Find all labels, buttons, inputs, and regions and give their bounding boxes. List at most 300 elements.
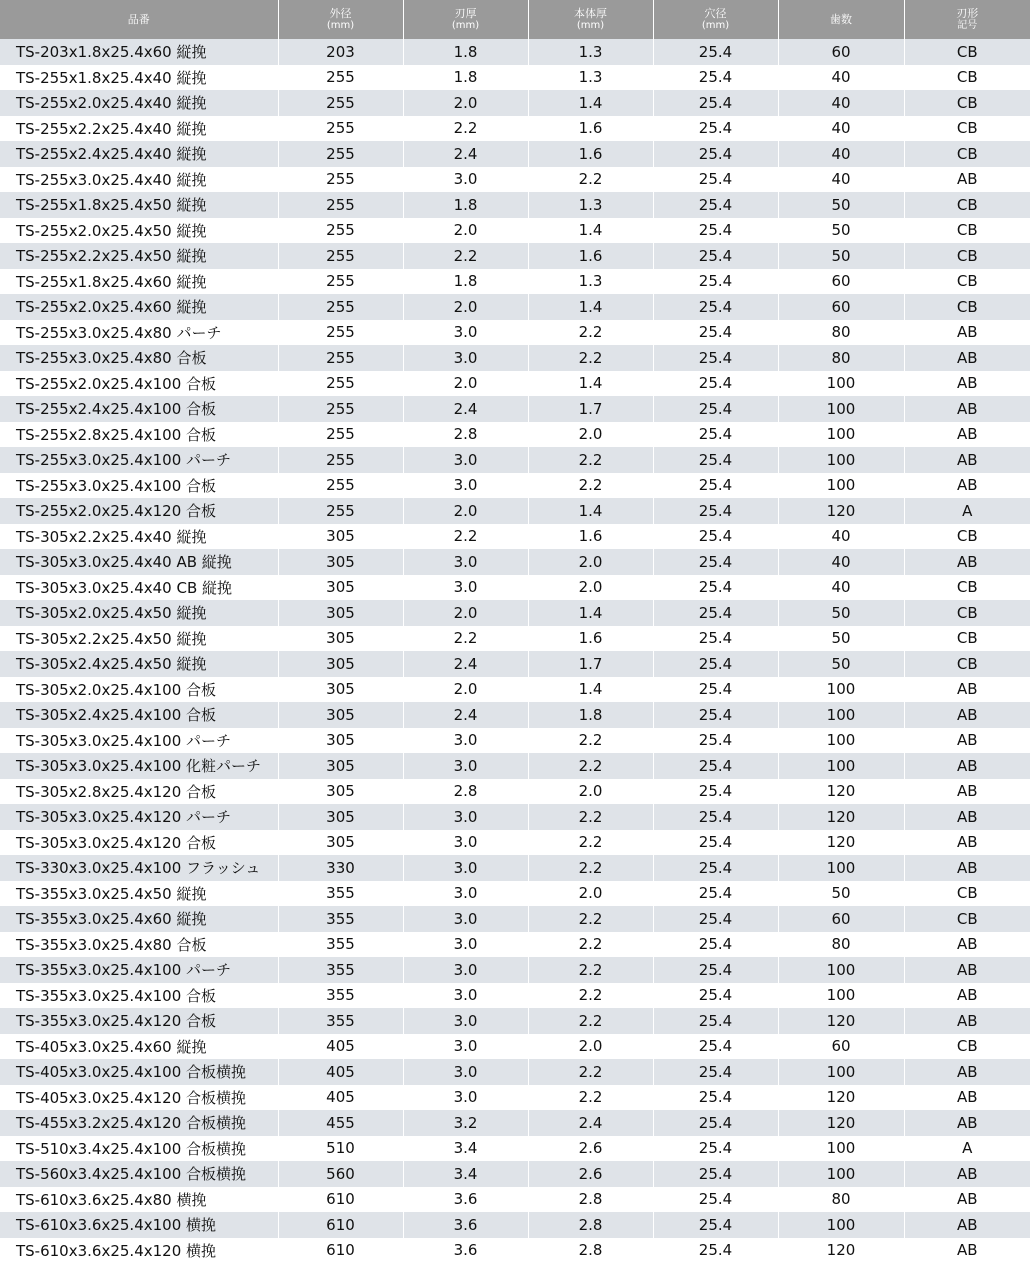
tooth-type-cell: AB (904, 549, 1030, 575)
outer-diameter-cell: 355 (278, 983, 403, 1009)
body-thickness-cell: 1.6 (528, 243, 653, 269)
bore-diameter-cell: 25.4 (653, 728, 778, 754)
part-number-cell: TS-355x3.0x25.4x50 縦挽 (0, 881, 278, 907)
tooth-count-cell: 100 (778, 677, 904, 703)
body-thickness-cell: 2.2 (528, 728, 653, 754)
outer-diameter-cell: 255 (278, 65, 403, 91)
bore-diameter-cell: 25.4 (653, 243, 778, 269)
body-thickness-cell: 1.3 (528, 65, 653, 91)
blade-thickness-cell: 3.2 (403, 1110, 528, 1136)
header-label: 穴径 (704, 6, 727, 20)
part-number-cell: TS-610x3.6x25.4x80 横挽 (0, 1187, 278, 1213)
body-thickness-cell: 2.2 (528, 855, 653, 881)
part-number-cell: TS-305x2.0x25.4x50 縦挽 (0, 600, 278, 626)
table-row (0, 728, 1030, 754)
outer-diameter-cell: 255 (278, 116, 403, 142)
outer-diameter-cell: 610 (278, 1238, 403, 1264)
part-number-cell: TS-355x3.0x25.4x100 パーチ (0, 957, 278, 983)
part-number-cell: TS-255x2.2x25.4x50 縦挽 (0, 243, 278, 269)
table-row (0, 1238, 1030, 1264)
tooth-count-cell: 50 (778, 651, 904, 677)
outer-diameter-cell: 255 (278, 294, 403, 320)
tooth-type-cell: CB (904, 243, 1030, 269)
body-thickness-cell: 1.6 (528, 524, 653, 550)
body-thickness-cell: 2.2 (528, 932, 653, 958)
tooth-count-cell: 50 (778, 881, 904, 907)
outer-diameter-cell: 610 (278, 1212, 403, 1238)
tooth-count-cell: 80 (778, 932, 904, 958)
blade-thickness-cell: 2.0 (403, 218, 528, 244)
table-row (0, 1110, 1030, 1136)
outer-diameter-cell: 405 (278, 1034, 403, 1060)
body-thickness-cell: 1.4 (528, 294, 653, 320)
table-row (0, 447, 1030, 473)
outer-diameter-cell: 355 (278, 1008, 403, 1034)
body-thickness-cell: 2.6 (528, 1136, 653, 1162)
bore-diameter-cell: 25.4 (653, 932, 778, 958)
blade-thickness-cell: 3.0 (403, 804, 528, 830)
tooth-count-cell: 120 (778, 498, 904, 524)
bore-diameter-cell: 25.4 (653, 549, 778, 575)
blade-thickness-cell: 2.4 (403, 396, 528, 422)
part-number-cell: TS-255x3.0x25.4x100 パーチ (0, 447, 278, 473)
bore-diameter-cell: 25.4 (653, 1187, 778, 1213)
tooth-type-cell: CB (904, 1034, 1030, 1060)
blade-thickness-cell: 1.8 (403, 192, 528, 218)
body-thickness-cell: 1.4 (528, 677, 653, 703)
bore-diameter-cell: 25.4 (653, 957, 778, 983)
tooth-type-cell: AB (904, 855, 1030, 881)
tooth-type-cell: AB (904, 932, 1030, 958)
tooth-count-cell: 40 (778, 549, 904, 575)
outer-diameter-cell: 255 (278, 141, 403, 167)
table-row (0, 218, 1030, 244)
table-row (0, 753, 1030, 779)
tooth-type-cell: AB (904, 345, 1030, 371)
body-thickness-cell: 1.4 (528, 600, 653, 626)
tooth-type-cell: AB (904, 320, 1030, 346)
tooth-count-cell: 40 (778, 141, 904, 167)
outer-diameter-cell: 455 (278, 1110, 403, 1136)
bore-diameter-cell: 25.4 (653, 345, 778, 371)
table-row (0, 524, 1030, 550)
tooth-count-cell: 50 (778, 600, 904, 626)
bore-diameter-cell: 25.4 (653, 1059, 778, 1085)
body-thickness-cell: 2.0 (528, 549, 653, 575)
tooth-count-cell: 50 (778, 243, 904, 269)
part-number-cell: TS-255x3.0x25.4x40 縦挽 (0, 167, 278, 193)
table-row (0, 345, 1030, 371)
outer-diameter-cell: 610 (278, 1187, 403, 1213)
tooth-type-cell: AB (904, 447, 1030, 473)
table-row (0, 65, 1030, 91)
body-thickness-cell: 1.6 (528, 116, 653, 142)
table-row (0, 804, 1030, 830)
blade-thickness-cell: 3.0 (403, 728, 528, 754)
blade-thickness-cell: 3.0 (403, 320, 528, 346)
table-row (0, 779, 1030, 805)
tooth-count-cell: 40 (778, 65, 904, 91)
tooth-count-cell: 100 (778, 983, 904, 1009)
blade-thickness-cell: 2.2 (403, 243, 528, 269)
outer-diameter-cell: 255 (278, 243, 403, 269)
outer-diameter-cell: 255 (278, 422, 403, 448)
blade-thickness-cell: 2.4 (403, 141, 528, 167)
table-row (0, 294, 1030, 320)
table-row (0, 906, 1030, 932)
outer-diameter-cell: 355 (278, 881, 403, 907)
table-row (0, 600, 1030, 626)
tooth-count-cell: 120 (778, 1110, 904, 1136)
header-label: 歯数 (830, 12, 852, 26)
part-number-cell: TS-560x3.4x25.4x100 合板横挽 (0, 1161, 278, 1187)
table-row (0, 626, 1030, 652)
blade-thickness-cell: 3.0 (403, 906, 528, 932)
header-label: 外径 (329, 6, 352, 20)
table-row (0, 677, 1030, 703)
tooth-type-cell: AB (904, 677, 1030, 703)
outer-diameter-cell: 560 (278, 1161, 403, 1187)
bore-diameter-cell: 25.4 (653, 141, 778, 167)
blade-thickness-cell: 2.0 (403, 600, 528, 626)
table-row (0, 702, 1030, 728)
table-row (0, 1085, 1030, 1111)
tooth-count-cell: 100 (778, 1161, 904, 1187)
blade-thickness-cell: 3.0 (403, 473, 528, 499)
outer-diameter-cell: 255 (278, 473, 403, 499)
body-thickness-cell: 1.7 (528, 396, 653, 422)
part-number-cell: TS-255x3.0x25.4x80 合板 (0, 345, 278, 371)
part-number-cell: TS-355x3.0x25.4x100 合板 (0, 983, 278, 1009)
part-number-cell: TS-305x2.2x25.4x50 縦挽 (0, 626, 278, 652)
outer-diameter-cell: 305 (278, 575, 403, 601)
tooth-type-cell: CB (904, 600, 1030, 626)
part-number-cell: TS-255x2.8x25.4x100 合板 (0, 422, 278, 448)
outer-diameter-cell: 255 (278, 90, 403, 116)
bore-diameter-cell: 25.4 (653, 855, 778, 881)
tooth-count-cell: 80 (778, 1187, 904, 1213)
part-number-cell: TS-305x3.0x25.4x100 化粧パーチ (0, 753, 278, 779)
body-thickness-cell: 2.2 (528, 1085, 653, 1111)
outer-diameter-cell: 305 (278, 626, 403, 652)
tooth-type-cell: AB (904, 371, 1030, 397)
tooth-count-cell: 120 (778, 779, 904, 805)
bore-diameter-cell: 25.4 (653, 447, 778, 473)
table-row (0, 1008, 1030, 1034)
tooth-count-cell: 80 (778, 345, 904, 371)
tooth-type-cell: AB (904, 728, 1030, 754)
tooth-count-cell: 60 (778, 294, 904, 320)
tooth-type-cell: A (904, 498, 1030, 524)
body-thickness-cell: 1.6 (528, 141, 653, 167)
body-thickness-cell: 2.2 (528, 167, 653, 193)
bore-diameter-cell: 25.4 (653, 218, 778, 244)
table-row (0, 1212, 1030, 1238)
body-thickness-cell: 2.0 (528, 779, 653, 805)
table-body (0, 39, 1030, 1263)
part-number-cell: TS-255x2.0x25.4x120 合板 (0, 498, 278, 524)
outer-diameter-cell: 255 (278, 345, 403, 371)
outer-diameter-cell: 255 (278, 269, 403, 295)
bore-diameter-cell: 25.4 (653, 881, 778, 907)
header-col-outer-diameter (278, 0, 403, 39)
bore-diameter-cell: 25.4 (653, 90, 778, 116)
outer-diameter-cell: 305 (278, 651, 403, 677)
tooth-type-cell: CB (904, 575, 1030, 601)
table-row (0, 371, 1030, 397)
part-number-cell: TS-355x3.0x25.4x120 合板 (0, 1008, 278, 1034)
body-thickness-cell: 2.8 (528, 1212, 653, 1238)
blade-thickness-cell: 1.8 (403, 39, 528, 65)
outer-diameter-cell: 255 (278, 320, 403, 346)
outer-diameter-cell: 305 (278, 830, 403, 856)
bore-diameter-cell: 25.4 (653, 651, 778, 677)
table-row (0, 396, 1030, 422)
tooth-count-cell: 60 (778, 1034, 904, 1060)
table-row (0, 141, 1030, 167)
tooth-count-cell: 100 (778, 371, 904, 397)
outer-diameter-cell: 355 (278, 932, 403, 958)
outer-diameter-cell: 405 (278, 1085, 403, 1111)
bore-diameter-cell: 25.4 (653, 702, 778, 728)
bore-diameter-cell: 25.4 (653, 804, 778, 830)
blade-thickness-cell: 3.0 (403, 575, 528, 601)
body-thickness-cell: 2.2 (528, 957, 653, 983)
tooth-type-cell: AB (904, 1212, 1030, 1238)
outer-diameter-cell: 305 (278, 753, 403, 779)
tooth-type-cell: AB (904, 1110, 1030, 1136)
tooth-count-cell: 80 (778, 320, 904, 346)
header-sublabel: (mm) (576, 19, 605, 31)
bore-diameter-cell: 25.4 (653, 906, 778, 932)
outer-diameter-cell: 305 (278, 524, 403, 550)
tooth-count-cell: 120 (778, 1008, 904, 1034)
outer-diameter-cell: 255 (278, 167, 403, 193)
bore-diameter-cell: 25.4 (653, 524, 778, 550)
body-thickness-cell: 1.3 (528, 269, 653, 295)
table-row (0, 881, 1030, 907)
table-row (0, 90, 1030, 116)
blade-thickness-cell: 3.0 (403, 1034, 528, 1060)
tooth-count-cell: 120 (778, 1085, 904, 1111)
tooth-type-cell: CB (904, 116, 1030, 142)
part-number-cell: TS-305x2.8x25.4x120 合板 (0, 779, 278, 805)
bore-diameter-cell: 25.4 (653, 116, 778, 142)
table-row (0, 269, 1030, 295)
bore-diameter-cell: 25.4 (653, 1008, 778, 1034)
table-row (0, 1059, 1030, 1085)
bore-diameter-cell: 25.4 (653, 983, 778, 1009)
outer-diameter-cell: 305 (278, 549, 403, 575)
table-row (0, 1187, 1030, 1213)
blade-thickness-cell: 2.0 (403, 90, 528, 116)
tooth-count-cell: 40 (778, 116, 904, 142)
bore-diameter-cell: 25.4 (653, 830, 778, 856)
header-row (0, 0, 1030, 39)
part-number-cell: TS-255x2.0x25.4x60 縦挽 (0, 294, 278, 320)
tooth-count-cell: 100 (778, 957, 904, 983)
part-number-cell: TS-305x2.2x25.4x40 縦挽 (0, 524, 278, 550)
table-row (0, 549, 1030, 575)
bore-diameter-cell: 25.4 (653, 1238, 778, 1264)
body-thickness-cell: 2.2 (528, 804, 653, 830)
table-row (0, 116, 1030, 142)
outer-diameter-cell: 405 (278, 1059, 403, 1085)
blade-thickness-cell: 3.0 (403, 345, 528, 371)
table-row (0, 422, 1030, 448)
tooth-count-cell: 100 (778, 753, 904, 779)
tooth-type-cell: AB (904, 779, 1030, 805)
part-number-cell: TS-610x3.6x25.4x120 横挽 (0, 1238, 278, 1264)
header-col-body-thickness (528, 0, 653, 39)
bore-diameter-cell: 25.4 (653, 167, 778, 193)
outer-diameter-cell: 255 (278, 192, 403, 218)
body-thickness-cell: 2.8 (528, 1187, 653, 1213)
part-number-cell: TS-255x2.0x25.4x100 合板 (0, 371, 278, 397)
part-number-cell: TS-510x3.4x25.4x100 合板横挽 (0, 1136, 278, 1162)
part-number-cell: TS-255x2.0x25.4x50 縦挽 (0, 218, 278, 244)
header-col-bore-diameter (653, 0, 778, 39)
body-thickness-cell: 2.2 (528, 320, 653, 346)
tooth-type-cell: AB (904, 702, 1030, 728)
part-number-cell: TS-255x3.0x25.4x80 パーチ (0, 320, 278, 346)
tooth-count-cell: 40 (778, 575, 904, 601)
bore-diameter-cell: 25.4 (653, 1110, 778, 1136)
bore-diameter-cell: 25.4 (653, 39, 778, 65)
blade-thickness-cell: 3.0 (403, 855, 528, 881)
blade-thickness-cell: 3.0 (403, 447, 528, 473)
blade-thickness-cell: 2.2 (403, 626, 528, 652)
blade-thickness-cell: 2.8 (403, 779, 528, 805)
blade-thickness-cell: 3.0 (403, 830, 528, 856)
part-number-cell: TS-255x2.2x25.4x40 縦挽 (0, 116, 278, 142)
body-thickness-cell: 2.2 (528, 1008, 653, 1034)
table-row (0, 498, 1030, 524)
tooth-count-cell: 40 (778, 90, 904, 116)
blade-thickness-cell: 1.8 (403, 269, 528, 295)
part-number-cell: TS-255x2.4x25.4x100 合板 (0, 396, 278, 422)
part-number-cell: TS-255x1.8x25.4x60 縦挽 (0, 269, 278, 295)
part-number-cell: TS-305x3.0x25.4x40 AB 縦挽 (0, 549, 278, 575)
tooth-count-cell: 100 (778, 396, 904, 422)
header-col-part-number (0, 0, 278, 39)
tooth-type-cell: CB (904, 141, 1030, 167)
body-thickness-cell: 2.4 (528, 1110, 653, 1136)
tooth-count-cell: 50 (778, 192, 904, 218)
header-sublabel: (mm) (326, 19, 355, 31)
bore-diameter-cell: 25.4 (653, 294, 778, 320)
table-row (0, 575, 1030, 601)
tooth-count-cell: 120 (778, 1238, 904, 1264)
bore-diameter-cell: 25.4 (653, 1212, 778, 1238)
tooth-type-cell: CB (904, 881, 1030, 907)
part-number-cell: TS-203x1.8x25.4x60 縦挽 (0, 39, 278, 65)
part-number-cell: TS-305x3.0x25.4x120 パーチ (0, 804, 278, 830)
part-number-cell: TS-405x3.0x25.4x60 縦挽 (0, 1034, 278, 1060)
body-thickness-cell: 1.6 (528, 626, 653, 652)
blade-thickness-cell: 3.4 (403, 1161, 528, 1187)
part-number-cell: TS-255x1.8x25.4x50 縦挽 (0, 192, 278, 218)
blade-thickness-cell: 3.0 (403, 549, 528, 575)
tooth-type-cell: CB (904, 294, 1030, 320)
bore-diameter-cell: 25.4 (653, 1034, 778, 1060)
bore-diameter-cell: 25.4 (653, 269, 778, 295)
tooth-type-cell: CB (904, 65, 1030, 91)
tooth-count-cell: 100 (778, 1059, 904, 1085)
blade-thickness-cell: 3.0 (403, 1085, 528, 1111)
tooth-count-cell: 100 (778, 473, 904, 499)
blade-thickness-cell: 3.0 (403, 957, 528, 983)
header-col-tooth-type (904, 0, 1030, 39)
part-number-cell: TS-255x3.0x25.4x100 合板 (0, 473, 278, 499)
outer-diameter-cell: 255 (278, 371, 403, 397)
tooth-count-cell: 100 (778, 447, 904, 473)
body-thickness-cell: 2.0 (528, 575, 653, 601)
bore-diameter-cell: 25.4 (653, 320, 778, 346)
tooth-count-cell: 120 (778, 830, 904, 856)
tooth-count-cell: 120 (778, 804, 904, 830)
bore-diameter-cell: 25.4 (653, 1085, 778, 1111)
blade-thickness-cell: 3.0 (403, 753, 528, 779)
body-thickness-cell: 2.6 (528, 1161, 653, 1187)
body-thickness-cell: 1.4 (528, 218, 653, 244)
header-label: 品番 (127, 12, 150, 26)
tooth-type-cell: AB (904, 1008, 1030, 1034)
bore-diameter-cell: 25.4 (653, 753, 778, 779)
blade-thickness-cell: 3.6 (403, 1212, 528, 1238)
tooth-type-cell: AB (904, 167, 1030, 193)
tooth-count-cell: 50 (778, 626, 904, 652)
blade-thickness-cell: 2.8 (403, 422, 528, 448)
blade-thickness-cell: 2.4 (403, 702, 528, 728)
header-label: 本体厚 (574, 6, 607, 20)
outer-diameter-cell: 255 (278, 498, 403, 524)
tooth-type-cell: AB (904, 1161, 1030, 1187)
body-thickness-cell: 2.2 (528, 830, 653, 856)
body-thickness-cell: 2.2 (528, 1059, 653, 1085)
body-thickness-cell: 1.3 (528, 39, 653, 65)
tooth-count-cell: 100 (778, 422, 904, 448)
outer-diameter-cell: 305 (278, 779, 403, 805)
bore-diameter-cell: 25.4 (653, 575, 778, 601)
body-thickness-cell: 2.8 (528, 1238, 653, 1264)
part-number-cell: TS-305x2.4x25.4x50 縦挽 (0, 651, 278, 677)
body-thickness-cell: 2.0 (528, 422, 653, 448)
tooth-type-cell: CB (904, 39, 1030, 65)
bore-diameter-cell: 25.4 (653, 473, 778, 499)
outer-diameter-cell: 355 (278, 906, 403, 932)
tooth-type-cell: AB (904, 830, 1030, 856)
tooth-count-cell: 40 (778, 167, 904, 193)
body-thickness-cell: 2.2 (528, 473, 653, 499)
outer-diameter-cell: 255 (278, 396, 403, 422)
tooth-count-cell: 50 (778, 218, 904, 244)
header-sublabel: (mm) (451, 19, 480, 31)
tooth-count-cell: 40 (778, 524, 904, 550)
part-number-cell: TS-305x2.0x25.4x100 合板 (0, 677, 278, 703)
tooth-type-cell: AB (904, 1059, 1030, 1085)
blade-thickness-cell: 2.0 (403, 677, 528, 703)
outer-diameter-cell: 510 (278, 1136, 403, 1162)
table-row (0, 855, 1030, 881)
blade-thickness-cell: 2.2 (403, 116, 528, 142)
bore-diameter-cell: 25.4 (653, 779, 778, 805)
bore-diameter-cell: 25.4 (653, 65, 778, 91)
tooth-count-cell: 100 (778, 702, 904, 728)
table-row (0, 320, 1030, 346)
table-row (0, 983, 1030, 1009)
blade-thickness-cell: 1.8 (403, 65, 528, 91)
